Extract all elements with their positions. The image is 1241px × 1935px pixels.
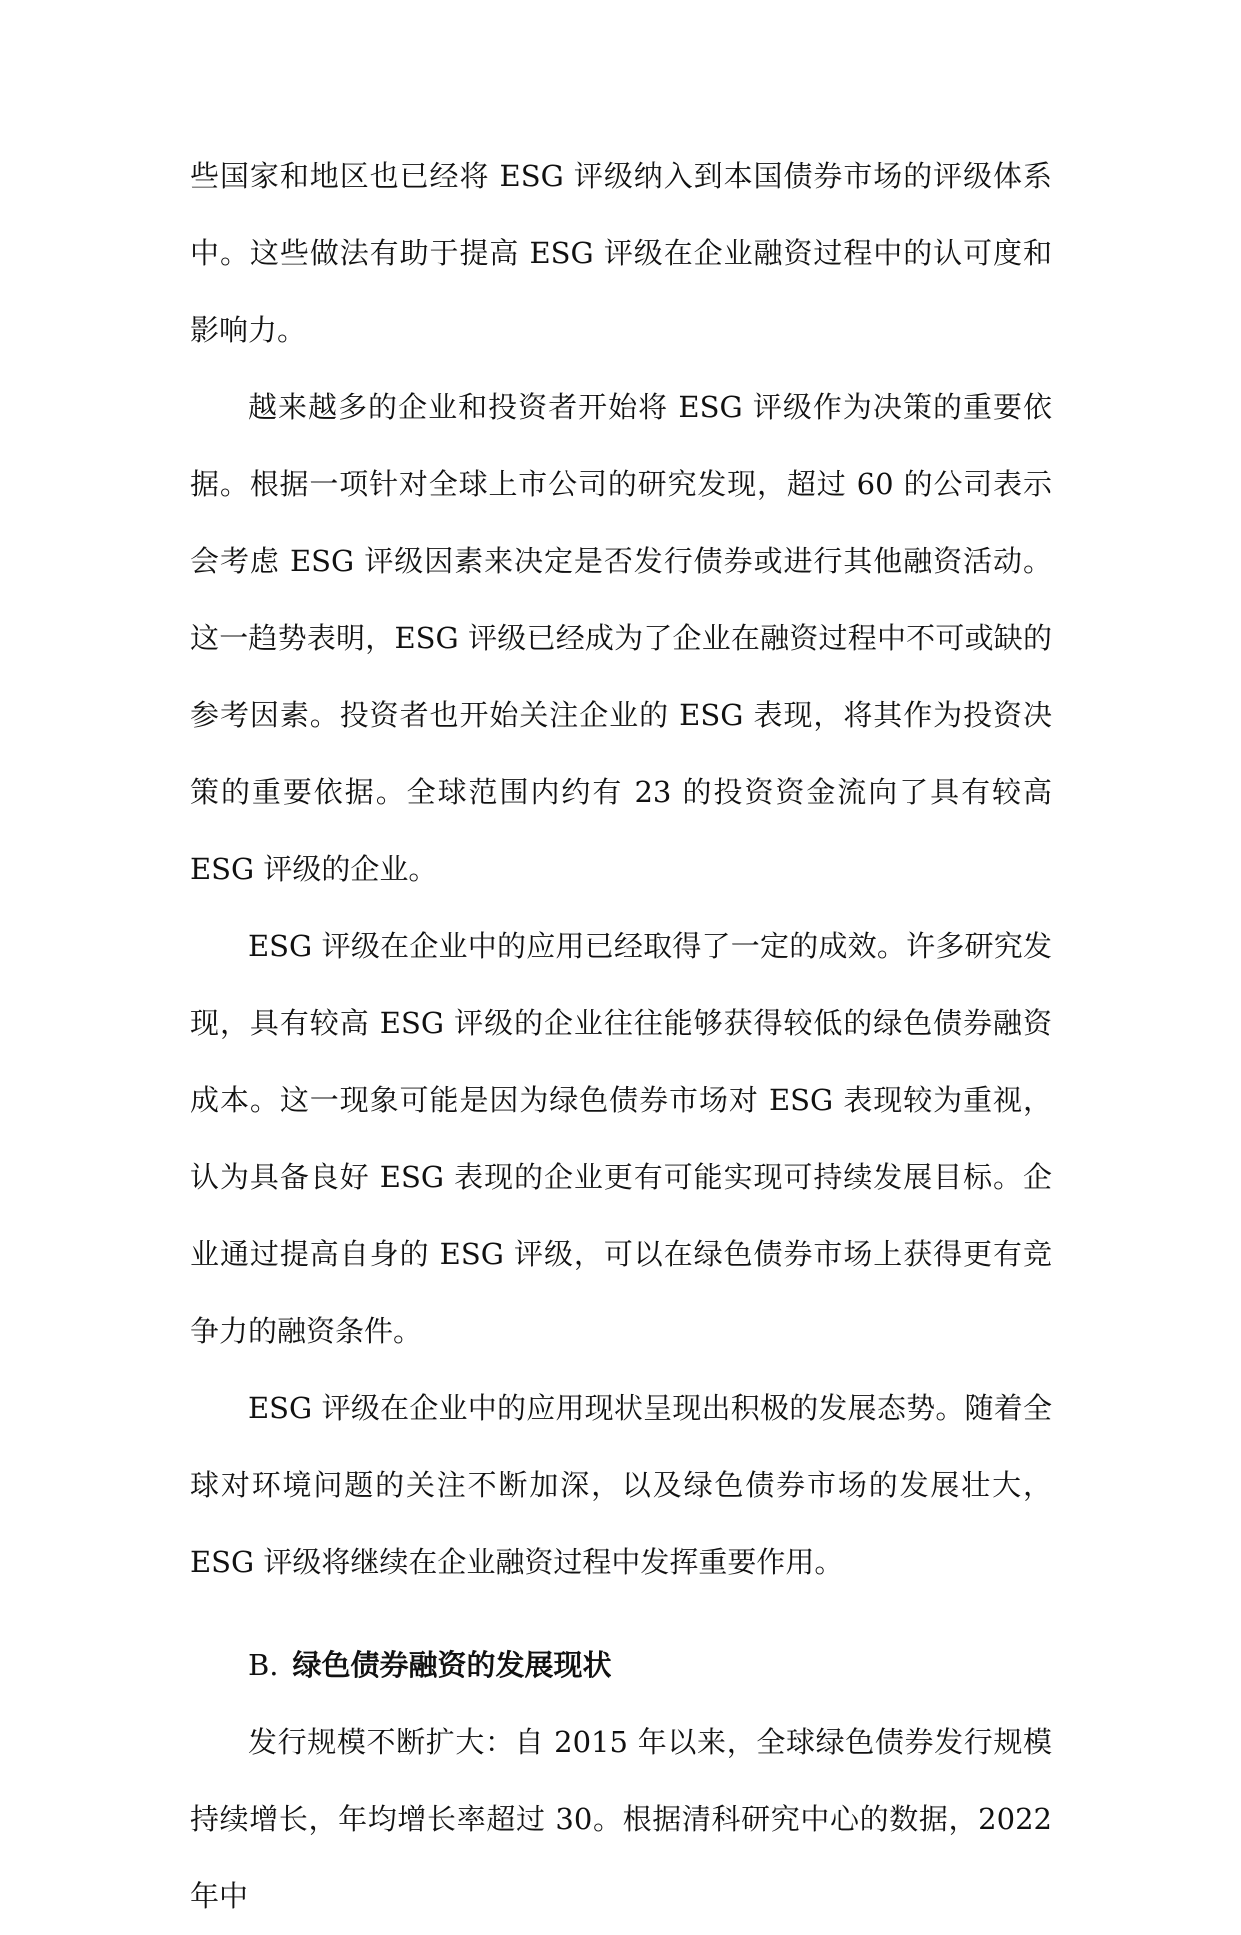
paragraph: ESG 评级在企业中的应用现状呈现出积极的发展态势。随着全球对环境问题的关注不断加深，以及绿色债券市场的发展壮大，ESG 评级将继续在企业融资过程中发挥重要作用。: [190, 1391, 1052, 1579]
paragraph-continued: 些国家和地区也已经将 ESG 评级纳入到本国债券市场的评级体系中。这些做法有助于提高 ESG 评级在企业融资过程中的认可度和影响力。: [190, 159, 1052, 347]
section-number: B.: [248, 1648, 279, 1682]
section-heading: [248, 1627, 1052, 1704]
document-body: [190, 138, 1052, 1935]
section-title: 绿色债券融资的发展现状: [292, 1648, 612, 1682]
paragraph: 越来越多的企业和投资者开始将 ESG 评级作为决策的重要依据。根据一项针对全球上市公司的研究发现，超过 60 的公司表示会考虑 ESG 评级因素来决定是否发行债券或进行其他融资活动。这一趋势表明，ESG 评级已经成为了企业在融资过程中不可或缺的参考因素。投资者也开始关注企业的 ESG 表现，将其作为投资决策的重要依据。全球范围内约有 23 的投资资金流向了具有较高 ESG 评级的企业。: [190, 390, 1052, 886]
paragraph: ESG 评级在企业中的应用已经取得了一定的成效。许多研究发现，具有较高 ESG 评级的企业往往能够获得较低的绿色债券融资成本。这一现象可能是因为绿色债券市场对 ESG 表现较为重视，认为具备良好 ESG 表现的企业更有可能实现可持续发展目标。企业通过提高自身的 ESG 评级，可以在绿色债券市场上获得更有竞争力的融资条件。: [190, 929, 1052, 1348]
paragraph: 发行规模不断扩大：自 2015 年以来，全球绿色债券发行规模持续增长，年均增长率超过 30。根据清科研究中心的数据，2022 年中: [190, 1725, 1052, 1913]
